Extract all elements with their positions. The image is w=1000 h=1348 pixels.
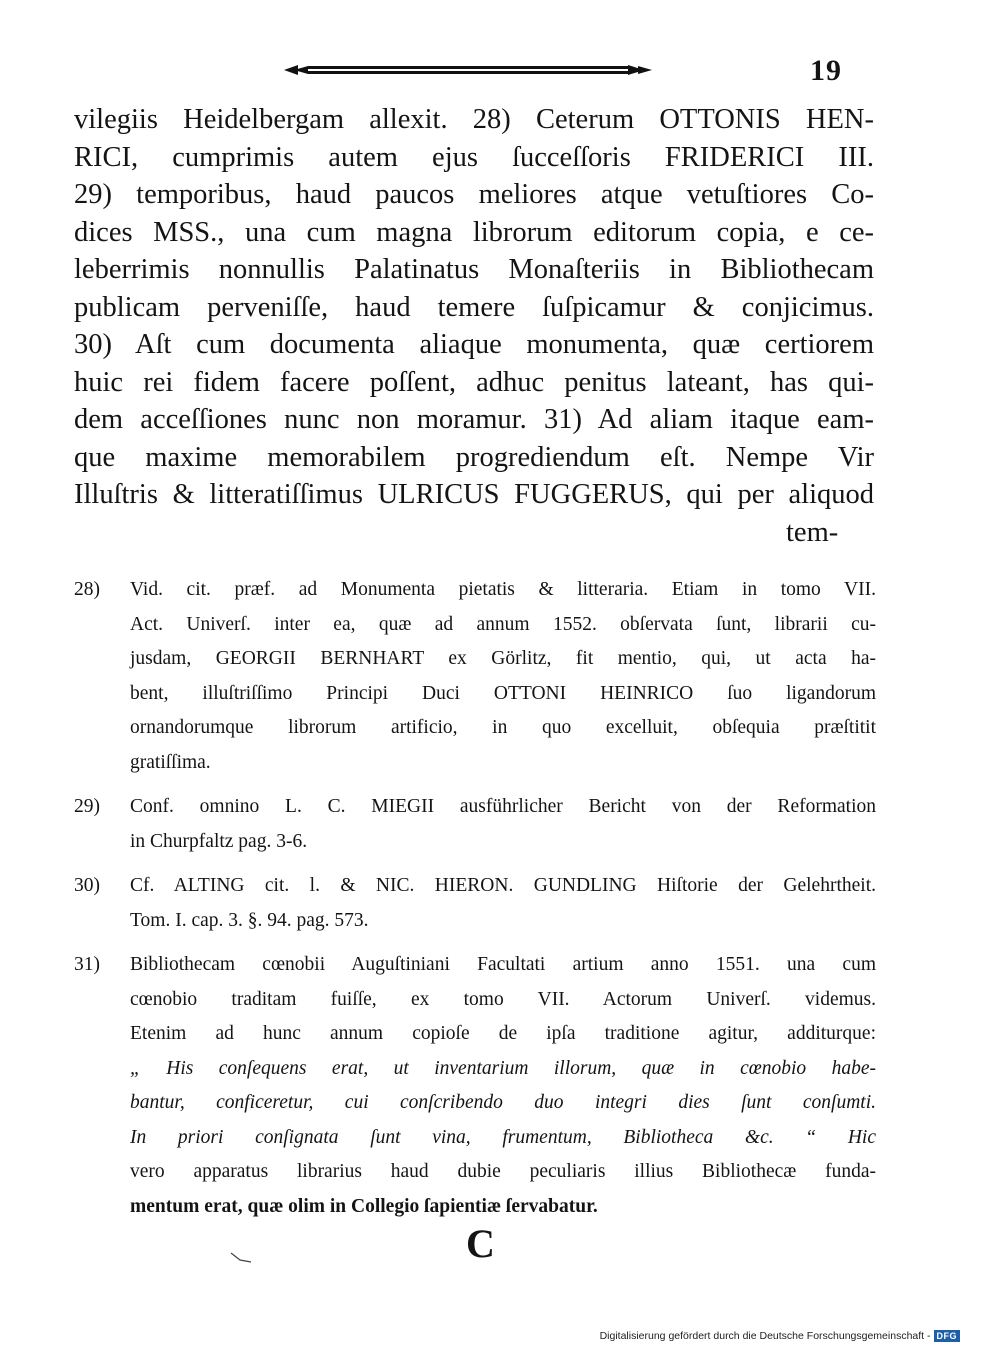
page-number: 19 [810,54,842,87]
footnote-30 [74,869,876,938]
footnote-quote-line: „ His conſequens erat, ut inventarium illorum, quæ in cœnobio habe- [130,1057,876,1079]
footnote-31 [74,948,876,1224]
main-text-line: 30) Aſt cum documenta aliaque monumenta, quæ certiorem [74,329,874,360]
main-text-line: vilegiis Heidelbergam allexit. 28) Ceterum OTTONIS HEN- [74,104,874,135]
footnote-line: cœnobio traditam fuiſſe, ex tomo VII. Actorum Univerſ. videmus. [130,988,876,1010]
main-text-line: RICI, cumprimis autem ejus ſucceſſoris FRIDERICI III. [74,141,874,173]
credit-text: Digitalisierung gefördert durch die Deutsche Forschungsgemeinschaft - [599,1330,931,1342]
footnote-number: 31) [74,954,100,975]
footnote-line: Vid. cit. præf. ad Monumenta pietatis & litteraria. Etiam in tomo VII. [130,579,876,600]
main-text-block [74,101,874,551]
footnote-body [130,573,876,780]
main-text-line: que maxime memorabilem progrediendum eſt. Nempe Vir [74,441,874,473]
footnote-29 [74,790,876,859]
footnote-line: Bibliothecam cœnobii Auguſtiniani Facultati artium anno 1551. una cum [130,954,876,975]
footnote-body [130,869,876,938]
main-text-line: Illuſtris & litteratiſſimus ULRICUS FUGGERUS, qui per aliquod [74,479,874,510]
header-ornament-rule [282,62,654,78]
footnote-line: vero apparatus librarius haud dubie peculiaris illius Bibliothecæ funda- [130,1161,876,1182]
main-text-line: 29) temporibus, haud paucos meliores atque vetuſtiores Co- [74,179,874,210]
footnote-body [130,948,876,1224]
footnote-28 [74,573,876,780]
footnote-line: Conf. omnino L. C. MIEGII ausführlicher Bericht von der Reformation [130,796,876,817]
footnote-number: 28) [74,579,100,600]
footnotes-block [74,573,876,1234]
footnote-line: ornandorumque librorum artificio, in quo excelluit, obſequia præſtitit [130,717,876,738]
footnote-line: Act. Univerſ. inter ea, quæ ad annum 1552. obſervata ſunt, librarii cu- [130,613,876,635]
footnote-number: 30) [74,875,100,896]
stray-ink-mark [230,1250,252,1264]
footnote-number: 29) [74,796,100,817]
footnote-line: Cf. ALTING cit. l. & NIC. HIERON. GUNDLING Hiſtorie der Gelehrtheit. [130,875,876,896]
main-text-line: leberrimis nonnullis Palatinatus Monaſteriis in Bibliothecam [74,254,874,285]
footnote-quote-line: In priori conſignata ſunt vina, frumentum, Bibliotheca &c. “ Hic [130,1126,876,1148]
dfg-logo: DFG [934,1330,961,1342]
footnote-quote-line: bantur, conficeretur, cui conſcribendo duo integri dies ſunt conſumti. [130,1092,876,1113]
footnote-line: bent, illuſtriſſimo Principi Duci OTTONI HEINRICO ſuo ligandorum [130,682,876,704]
main-text-line: publicam perveniſſe, haud temere ſuſpicamur & conjicimus. [74,291,874,323]
digitization-credit [600,1330,960,1342]
footnote-line: in Churpfaltz pag. 3-6. [130,830,308,852]
main-text-line: dem acceſſiones nunc non moramur. 31) Ad aliam itaque eam- [74,404,874,435]
footnote-line: Tom. I. cap. 3. §. 94. pag. 573. [130,909,369,931]
footnote-line: Etenim ad hunc annum copioſe de ipſa traditione agitur, additurque: [130,1023,876,1044]
catchword: tem- [786,516,839,548]
footnote-body [130,790,876,859]
footnote-line: mentum erat, quæ olim in Collegio ſapientiæ ſervabatur. [130,1195,598,1217]
footnote-line: jusdam, GEORGII BERNHART ex Görlitz, fit mentio, qui, ut acta ha- [130,648,876,669]
main-text-line: huic rei fidem facere poſſent, adhuc penitus lateant, has qui- [74,366,874,398]
signature-mark: C [466,1221,495,1266]
footnote-line: gratiſſima. [130,751,211,773]
main-text-line: dices MSS., una cum magna librorum editorum copia, e ce- [74,216,874,248]
